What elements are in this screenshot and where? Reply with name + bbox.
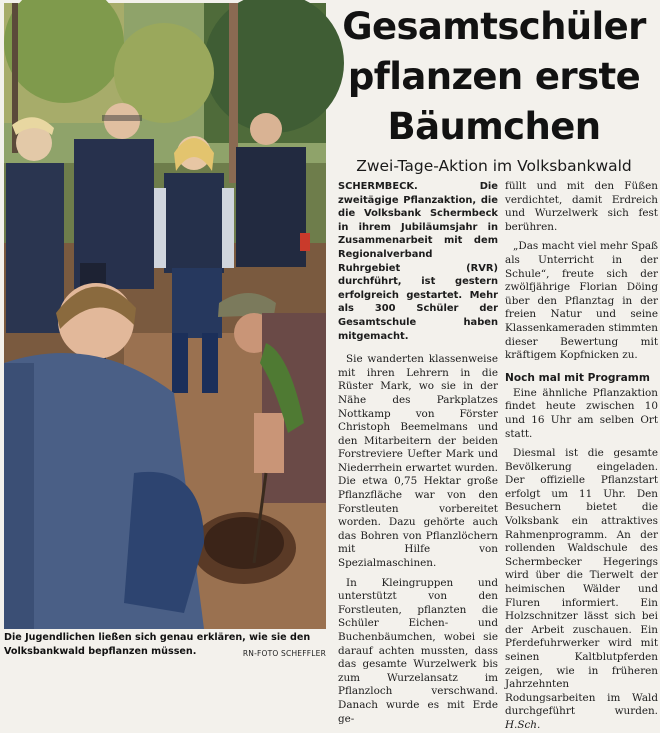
- article-paragraph-4: „Das macht viel mehr Spaß als Unterricht in der Schule“, freute sich der zwölfjährige Florian Döing über den Pflanztag in der freien Natur und seine Klassenkameraden stimmten dieser Bewertung mit kräftigem Kopfnicken zu.: [505, 240, 658, 362]
- article-photo: [4, 3, 326, 629]
- forest-planting-scene: [4, 3, 326, 629]
- article-paragraph-6-text: Diesmal ist die gesamte Bevölkerung eingeladen. Der offizielle Pflanzstart erfolgt um 11 Uhr. Den Besuchern bietet die Volksbank ein attraktives Rahmenprogramm. An der rollenden Waldschule des Schermbecker Hegerings wird über die Tierwelt der heimischen Wälder und Fluren informiert. Ein Holzschnitzer lässt sich bei der Arbeit zuschauen. Ein Pferdefuhrwerker wird mit seinen Kaltblutpferden zeigen, wie in früheren Jahrzehnten Rodungsarbeiten im Wald durchgeführt wurden.: [505, 447, 658, 718]
- caption-text: Die Jugendlichen ließen sich genau erklären, wie sie den Volksbankwald bepflanzen müssen.: [4, 632, 311, 657]
- article-column-2: [505, 180, 658, 731]
- article-subheadline: Zwei-Tage-Aktion im Volksbankwald: [356, 157, 632, 175]
- photo-credit: RN-FOTO SCHEFFLER: [242, 649, 326, 658]
- article-lead: SCHERMBECK. Die zweitägige Pflanzaktion, die die Volksbank Schermbeck in ihrem Jubiläumsjahr in Zusammenarbeit mit dem Regionalverband Ruhrgebiet (RVR) durchführt, ist gestern erfolgreich gestartet. Mehr als 300 Schüler der Gesamtschule haben mitgemacht.: [338, 181, 498, 342]
- article-paragraph-2: In Kleingruppen und unterstützt von den Forstleuten, pflanzten die Schüler Eichen- und Buchenbäumchen, wobei sie darauf achten mussten, dass das gesamte Wurzelwerk bis zum Wurzelansatz im Pflanzloch verschwand. Danach wurde es mit Erde ge-: [338, 576, 498, 725]
- article-paragraph-3: füllt und mit den Füßen verdichtet, damit Erdreich und Wurzelwerk sich fest berühren.: [505, 180, 658, 233]
- article-subtitle: Noch mal mit Programm: [505, 371, 650, 384]
- article-paragraph-6: [505, 447, 658, 732]
- photo-caption: [4, 631, 326, 661]
- headline-line-1: Gesamtschüler: [342, 5, 646, 48]
- article-column-1: [338, 180, 498, 725]
- article-paragraph-5: Eine ähnliche Pflanzaktion findet heute zwischen 10 und 16 Uhr am selben Ort statt.: [505, 386, 658, 440]
- headline-line-3: Bäumchen: [387, 105, 601, 148]
- author-signature: H.Sch.: [505, 718, 541, 731]
- article-paragraph-1: Sie wanderten klassenweise mit ihren Lehrern in die Rüster Mark, wo sie in der Nähe des Parkplatzes Nottkamp von Förster Christoph Beemelmans und den Mitarbeitern der beiden Forstreviere Uefter Mark und Niederrhein erwartet wurden. Die etwa 0,75 Hektar große Pflanzfläche war von den Forstleuten vorbereitet worden. Dazu gehörte auch das Bohren von Pflanzlöchern mit Hilfe von Spezialmaschinen.: [338, 353, 498, 570]
- headline-line-2: pflanzen erste: [347, 55, 641, 98]
- article-headline: [330, 2, 658, 152]
